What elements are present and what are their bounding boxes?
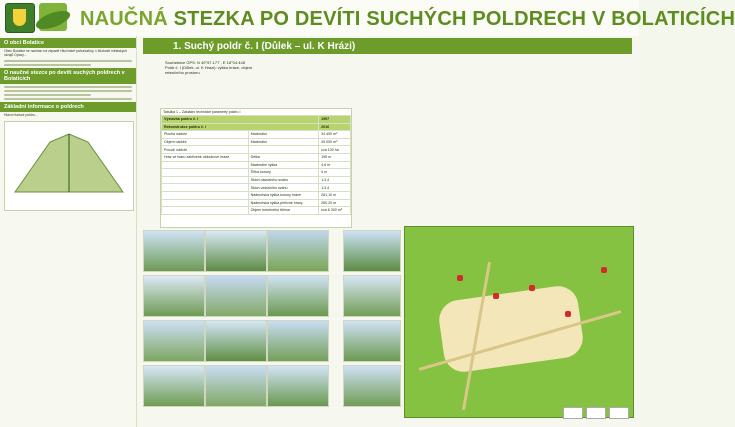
text-line: [4, 90, 132, 92]
photo-13: [143, 365, 205, 407]
table-cell: Plocha nádrže: [162, 131, 249, 139]
table-row: [162, 131, 351, 139]
table-row: [162, 138, 351, 146]
map-marker: [493, 293, 499, 299]
table-row: [162, 176, 351, 184]
village-map: [404, 226, 634, 418]
table-cell: 261,10 m: [319, 191, 351, 199]
map-marker: [565, 311, 571, 317]
photo-15: [267, 365, 329, 407]
footer-logo: [563, 407, 583, 419]
text-line: [4, 94, 91, 96]
table-cell: cca 6 300 m³: [319, 207, 351, 215]
photo-7: [267, 275, 329, 317]
map-marker: [457, 275, 463, 281]
table-cell: [162, 184, 249, 192]
top-bar: [0, 0, 735, 36]
text-line: [4, 64, 91, 66]
table-row: [162, 116, 351, 124]
table-row: [162, 153, 351, 161]
text-line: [4, 60, 132, 62]
table-cell: 2016: [319, 123, 351, 131]
table-cell: [162, 199, 249, 207]
table-cell: 4 m: [319, 169, 351, 177]
table-cell: Nadmořská výška přelivné hrany: [248, 199, 319, 207]
photo-10: [205, 320, 267, 362]
logos: [5, 3, 67, 33]
poldr-line: Poldr č. I (Důlek, ul. K Hrázi): výška hráze, objem retenčního prostoru: [165, 65, 253, 75]
table-cell: Délka: [248, 153, 319, 161]
photo-6: [205, 275, 267, 317]
table-cell: 4,6 m: [319, 161, 351, 169]
poster-title: [80, 8, 735, 31]
municipality-crest-logo: [5, 3, 35, 33]
map-marker: [529, 285, 535, 291]
table-cell: Maximální: [248, 138, 319, 146]
photo-12: [343, 320, 401, 362]
table-cell: [162, 191, 249, 199]
parameters-table-box: [160, 108, 352, 228]
table-cell: [162, 169, 249, 177]
table-cell: 1997: [319, 116, 351, 124]
text-line: [4, 98, 132, 100]
basic-info-text: Hlavní funkce poldru...: [4, 112, 38, 117]
footer-logo: [609, 407, 629, 419]
table-cell: Sklon vzdušního svahu: [248, 184, 319, 192]
title-part-2: STEZKA PO DEVÍTI SUCHÝCH POLDRECH V BOLATICÍCH: [173, 8, 735, 30]
table-row: [162, 207, 351, 215]
footer-logos: [563, 407, 629, 419]
table-cell: Nadmořská výška koruny hráze: [248, 191, 319, 199]
table-cell: Šířka koruny: [248, 169, 319, 177]
photo-16: [343, 365, 401, 407]
table-row: [162, 169, 351, 177]
photo-8: [343, 275, 401, 317]
footer-logo: [586, 407, 606, 419]
photo-3: [267, 230, 329, 272]
section-subtitle: 1. Suchý poldr č. I (Důlek – ul. K Hrázi): [143, 38, 632, 54]
table-cell: Povodí nádrže: [162, 146, 249, 154]
photo-2: [205, 230, 267, 272]
parameters-table: [161, 115, 351, 215]
table-cell: Objem nádrže: [162, 138, 249, 146]
poldr-cross-section-diagram: [4, 121, 134, 211]
text-line: [4, 86, 132, 88]
title-part-1: NAUČNÁ: [80, 8, 168, 30]
table-cell: 49 000 m³: [319, 138, 351, 146]
left-column: [0, 36, 137, 427]
table-cell: Sklon návodního svahu: [248, 176, 319, 184]
photo-4: [343, 230, 401, 272]
table-cell: Hráz ve tvaru zakřivené obloukové hráze: [162, 153, 249, 161]
table-cell: [162, 176, 249, 184]
table-cell: [162, 207, 249, 215]
table-cell: 195 m: [319, 153, 351, 161]
table-row: [162, 191, 351, 199]
table-row: [162, 184, 351, 192]
table-row: [162, 161, 351, 169]
photo-5: [143, 275, 205, 317]
table-cell: Rekonstrukce poldru č. I: [162, 123, 319, 131]
table-cell: [162, 161, 249, 169]
photo-9: [143, 320, 205, 362]
table-cell: 1:3,4: [319, 184, 351, 192]
heading-trail: O naučné stezce po devíti suchých poldrech v Bolaticích: [0, 68, 136, 84]
about-village-text: Obec Bolatice se nachází na západě Hlučínské pahorkatiny, v blízkosti městských okrajů Opavy...: [4, 49, 128, 58]
table-cell: cca 100 ha: [319, 146, 351, 154]
heading-basic-info: Základní informace o poldrech: [0, 102, 136, 112]
table-cell: [248, 146, 319, 154]
table-cell: Objem hutněného tělesa: [248, 207, 319, 215]
table-cell: Maximální výška: [248, 161, 319, 169]
table-row: [162, 199, 351, 207]
table-cell: 1:3,4: [319, 176, 351, 184]
poldr-info: [165, 60, 261, 75]
project-logo: [39, 3, 67, 31]
table-row: [162, 123, 351, 131]
heading-about-village: O obci Bolatice: [0, 38, 136, 48]
table-row: [162, 146, 351, 154]
gps-line: Souřadnice GPS: N 49°57.177´, E 18°04.448´: [165, 60, 247, 65]
table-caption: Tabulka 1 – Základní technické parametry poldru I: [163, 110, 241, 114]
table-cell: 260,20 m: [319, 199, 351, 207]
photo-11: [267, 320, 329, 362]
photo-14: [205, 365, 267, 407]
table-cell: 34 400 m²: [319, 131, 351, 139]
cross-section-svg: [5, 122, 133, 210]
table-cell: Výstavba poldru č. I: [162, 116, 319, 124]
photo-1: [143, 230, 205, 272]
map-marker: [601, 267, 607, 273]
table-cell: Maximální: [248, 131, 319, 139]
